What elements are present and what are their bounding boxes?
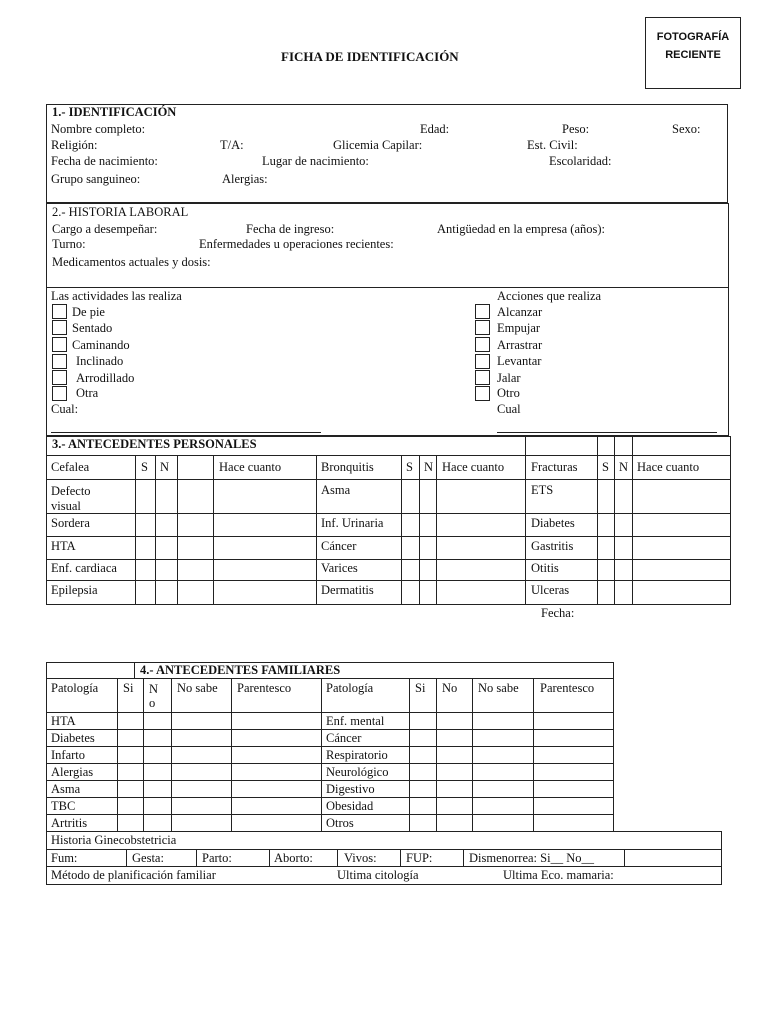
photo-label-line2: RECIENTE [665,49,721,61]
field-fup[interactable]: FUP: [406,851,433,865]
grid-line [436,678,437,832]
gineco-heading: Historia Ginecobstetricia [51,833,177,847]
field-fum[interactable]: Fum: [51,851,78,865]
checkbox-sentado[interactable] [52,320,67,335]
cell-hta: HTA [51,539,76,553]
photo-box [645,17,741,89]
header-parentesco: Parentesco [237,681,292,695]
grid-line [409,678,410,832]
field-dismenorrea[interactable]: Dismenorrea: Si__ No__ [469,851,594,865]
field-eco[interactable]: Ultima Eco. mamaria: [503,868,614,882]
grid-line [269,849,270,866]
header-no: N o [149,682,159,710]
label-cual-right: Cual [497,402,521,416]
cell-enf-cardiaca: Enf. cardiaca [51,561,117,575]
grid-line [155,455,156,605]
field-aborto[interactable]: Aborto: [274,851,313,865]
grid-line [597,455,598,605]
grid-line [46,866,722,867]
grid-line [46,729,614,730]
checkbox-jalar[interactable] [475,370,490,385]
fam-hta: HTA [51,714,76,728]
fam-obesidad: Obesidad [326,799,374,813]
fam-diabetes: Diabetes [51,731,95,745]
fam-enf-mental: Enf. mental [326,714,385,728]
grid-line [117,678,118,832]
field-ta[interactable]: T/A: [220,138,244,152]
col-hace-cuanto: Hace cuanto [442,460,505,474]
fam-artritis: Artritis [51,816,88,830]
checkbox-levantar[interactable] [475,354,490,369]
grid-line [614,455,615,605]
grid-line [337,849,338,866]
grid-line [401,455,402,605]
field-grupo[interactable]: Grupo sanguineo: [51,172,141,186]
field-vivos[interactable]: Vivos: [344,851,377,865]
header-no-sabe: No sabe [478,681,519,695]
grid-line [419,455,420,605]
field-parto[interactable]: Parto: [202,851,232,865]
grid-line [614,436,615,455]
page-title: FICHA DE IDENTIFICACIÓN [281,49,459,64]
grid-line [46,513,731,514]
field-turno[interactable]: Turno: [52,237,86,251]
fam-cancer: Cáncer [326,731,362,745]
grid-line [46,849,722,850]
cell-asma: Asma [321,483,351,497]
grid-line [46,678,614,679]
fam-neurologico: Neurológico [326,765,389,779]
cell-otitis: Otitis [531,561,559,575]
col-n: N [160,460,170,474]
field-metodo[interactable]: Método de planificación familiar [51,868,216,882]
grid-line [316,455,317,605]
field-fecha-nacimiento[interactable]: Fecha de nacimiento: [51,154,158,168]
checkbox-otro[interactable] [475,386,490,401]
fam-otros: Otros [326,816,354,830]
grid-line [46,479,731,480]
grid-line [46,763,614,764]
checkbox-de-pie[interactable] [52,304,67,319]
field-edad[interactable]: Edad: [420,122,450,136]
checkbox-arrastrar[interactable] [475,337,490,352]
label-de-pie: De pie [72,305,105,319]
field-alergias[interactable]: Alergias: [222,172,268,186]
header-patologia: Patología [51,681,99,695]
grid-line [46,580,731,581]
cell-bronquitis: Bronquitis [321,460,374,474]
label-jalar: Jalar [497,371,521,385]
field-escolaridad[interactable]: Escolaridad: [549,154,612,168]
fam-digestivo: Digestivo [326,782,375,796]
cual-left-line[interactable] [51,432,321,433]
grid-line [213,455,214,605]
col-s: S [602,460,609,474]
cell-gastritis: Gastritis [531,539,574,553]
grid-line [525,436,526,455]
acciones-heading: Acciones que realiza [497,289,602,303]
actividades-heading: Las actividades las realiza [51,289,182,303]
field-lugar-nacimiento[interactable]: Lugar de nacimiento: [262,154,369,168]
field-ingreso[interactable]: Fecha de ingreso: [246,222,335,236]
checkbox-empujar[interactable] [475,320,490,335]
grid-line [196,849,197,866]
header-parentesco: Parentesco [540,681,595,695]
grid-line [46,455,731,456]
field-antiguedad[interactable]: Antigüedad en la empresa (años): [437,222,605,236]
cell-ulceras: Ulceras [531,583,570,597]
header-no-sabe: No sabe [177,681,218,695]
label-arrastrar: Arrastrar [497,338,543,352]
field-medicamentos[interactable]: Medicamentos actuales y dosis: [52,255,211,269]
fam-alergias: Alergias [51,765,94,779]
grid-line [597,436,598,455]
field-nombre[interactable]: Nombre completo: [51,122,146,136]
checkbox-alcanzar[interactable] [475,304,490,319]
checkbox-inclinado[interactable] [52,354,67,369]
field-cargo[interactable]: Cargo a desempeñar: [52,222,158,236]
field-citologia[interactable]: Ultima citología [337,868,419,882]
col-n: N [424,460,434,474]
grid-line [46,746,614,747]
label-inclinado: Inclinado [76,354,124,368]
cell-diabetes: Diabetes [531,516,575,530]
grid-line [46,780,614,781]
header-si: Si [123,681,134,695]
col-hace-cuanto: Hace cuanto [637,460,700,474]
cell-cefalea: Cefalea [51,460,90,474]
grid-line [46,559,731,560]
grid-line [46,712,614,713]
label-empujar: Empujar [497,321,541,335]
grid-line [177,455,178,605]
grid-line [135,455,136,605]
grid-line [463,849,464,866]
label-alcanzar: Alcanzar [497,305,543,319]
label-caminando: Caminando [72,338,130,352]
cell-sordera: Sordera [51,516,90,530]
label-cual-left: Cual: [51,402,79,416]
checkbox-caminando[interactable] [52,337,67,352]
field-enfermedades[interactable]: Enfermedades u operaciones recientes: [199,237,394,251]
cell-defecto-visual: Defecto visual [51,484,91,513]
checkbox-otra[interactable] [52,386,67,401]
grid-line [126,849,127,866]
cell-inf-urinaria: Inf. Urinaria [321,516,384,530]
col-n: N [619,460,629,474]
grid-line [525,455,526,605]
field-glicemia[interactable]: Glicemia Capilar: [333,138,423,152]
fam-respiratorio: Respiratorio [326,748,388,762]
grid-line [321,678,322,832]
field-religion[interactable]: Religión: [51,138,98,152]
label-levantar: Levantar [497,354,542,368]
grid-line [632,455,633,605]
grid-line [624,849,625,866]
cell-epilepsia: Epilepsia [51,583,98,597]
header-patologia: Patología [326,681,374,695]
cell-cancer: Cáncer [321,539,357,553]
grid-line [171,678,172,832]
cual-right-line[interactable] [497,432,717,433]
grid-line [400,849,401,866]
label-arrodillado: Arrodillado [76,371,135,385]
grid-line [436,455,437,605]
grid-line [46,814,614,815]
label-sentado: Sentado [72,321,113,335]
personales-heading: 3.- ANTECEDENTES PERSONALES [52,437,257,451]
grid-line [533,678,534,832]
field-civil[interactable]: Est. Civil: [527,138,578,152]
header-si: Si [415,681,426,695]
field-fecha[interactable]: Fecha: [541,606,575,620]
grid-line [231,678,232,832]
laboral-heading: 2.- HISTORIA LABORAL [52,205,189,219]
grid-line [632,436,633,455]
identificacion-heading: 1.- IDENTIFICACIÓN [52,105,177,119]
field-gesta[interactable]: Gesta: [132,851,164,865]
cell-dermatitis: Dermatitis [321,583,374,597]
grid-line [134,662,135,678]
field-peso[interactable]: Peso: [562,122,590,136]
field-sexo[interactable]: Sexo: [672,122,701,136]
grid-line [143,678,144,832]
label-otra: Otra [76,386,99,400]
familiares-heading: 4.- ANTECEDENTES FAMILIARES [140,663,341,677]
cell-fracturas: Fracturas [531,460,578,474]
label-otro: Otro [497,386,520,400]
header-no: No [442,681,458,695]
fam-asma: Asma [51,782,81,796]
col-hace-cuanto: Hace cuanto [219,460,282,474]
fam-tbc: TBC [51,799,76,813]
divider [46,287,729,288]
grid-line [46,797,614,798]
fam-infarto: Infarto [51,748,86,762]
grid-line [46,536,731,537]
checkbox-arrodillado[interactable] [52,370,67,385]
col-s: S [141,460,148,474]
photo-label-line1: FOTOGRAFÍA [656,31,730,43]
col-s: S [406,460,413,474]
cell-varices: Varices [321,561,358,575]
cell-ets: ETS [531,483,554,497]
grid-line [472,678,473,832]
